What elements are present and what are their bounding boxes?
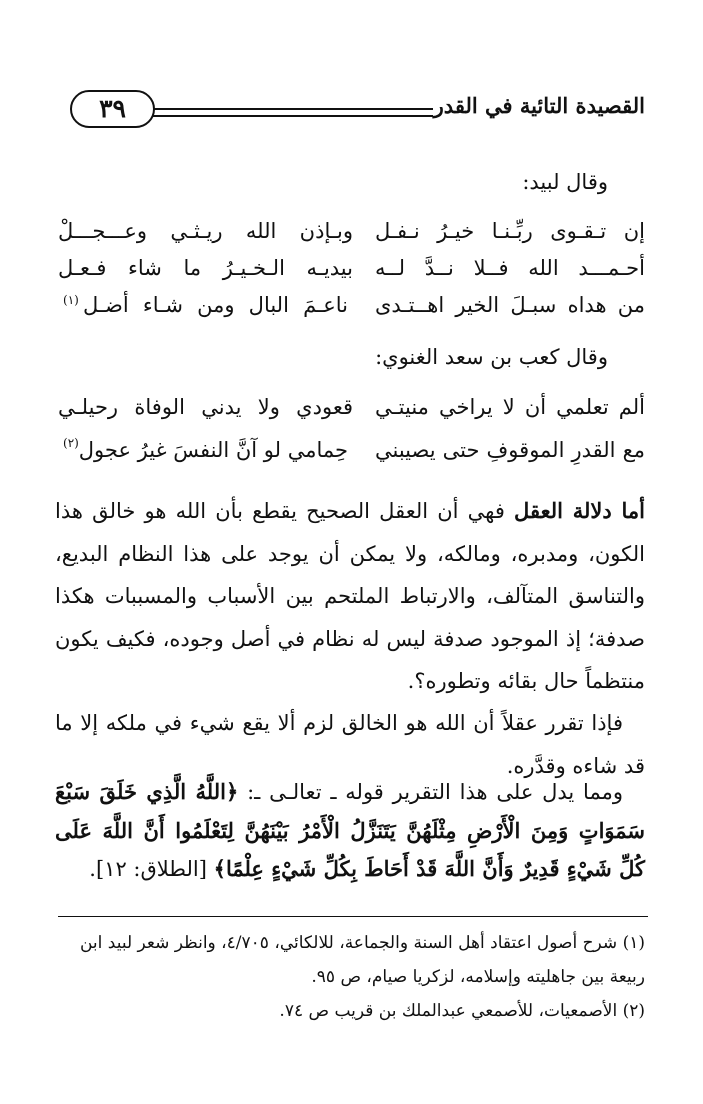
header-double-rule (130, 108, 433, 117)
paragraph-reason-evidence (55, 490, 645, 703)
paragraph-conclusion: فإذا تقرر عقلاً أن الله هو الخالق لزم ألا يقع شيء في ملكه إلا ما قد شاءه وقدَّره. (55, 711, 645, 778)
paragraph-text: فهي أن العقل الصحيح يقطع بأن الله هو خالق هذا الكون، ومدبره، ومالكه، ولا يمكن أن يوجد على هذا النظام البديع، والتناسق المتآلف، والارتباط الملتحم بين الأسباب والمسببات هكذا صدفة؛ إذ الموجود صدفة ليس له نظام في أصل وجوده، فكيف يكون منتظماً حال بقائه وتطوره؟. (55, 499, 645, 693)
verse-reference: [الطلاق: ١٢]. (89, 857, 214, 881)
footnote-1: (١) شرح أصول اعتقاد أهل السنة والجماعة، للالكائي، ٤/٧٠٥، وانظر شعر لبيد ابن ربيعة بين جاهليته وإسلامه، لزكريا صيام، ص ٩٥. (79, 933, 645, 987)
verse-labid-3-first-hemistich: من هداه سبـلَ الخير اهــتـدى (375, 293, 645, 317)
intro-kaab: وقال كعب بن سعد الغنوي: (375, 345, 608, 369)
footnote-separator (58, 916, 648, 917)
quran-verse: ﴿اللَّهُ الَّذِي خَلَقَ سَبْعَ سَمَوَاتٍ وَمِنَ الْأَرْضِ مِثْلَهُنَّ يَتَنَزَّلُ الْأَمْرُ بَيْنَهُنَّ لِتَعْلَمُوا أَنَّ اللَّهَ عَلَى كُلِّ شَيْءٍ قَدِيرٌ وَأَنَّ اللَّهَ قَدْ أَحَاطَ بِكُلِّ شَيْءٍ عِلْمًا﴾ (55, 779, 645, 881)
footnote-ref-2: (٢) (63, 436, 79, 450)
footnote-2: (٢) الأصمعيات، للأصمعي عبدالملك بن قريب ص ٧٤. (279, 1001, 645, 1021)
page-header (60, 93, 645, 133)
verse-kaab-2-second-hemistich: حِمامي لو آنَّ النفسَ غيرُ عجول (78, 438, 348, 462)
verse-labid-1-first-hemistich: إن تـقـوى ربِّـنـا خيـرُ نـفـل (375, 219, 645, 243)
bold-heading: أما دلالة العقل (514, 498, 646, 523)
verse-labid-1-second-hemistich: وبـإذن الله ريـثـي وعـــجـــلْ (58, 219, 353, 243)
verse-kaab-2-first-hemistich: مع القدرِ الموقوفِ حتى يصيبني (375, 438, 645, 462)
verse-kaab-1-second-hemistich: قعودي ولا يدني الوفاة رحيلـي (58, 395, 353, 419)
verse-labid-2-first-hemistich: أحـمـــد الله فــلا نــدَّ لــه (375, 256, 645, 280)
running-title: القصيدة التائية في القدر (433, 93, 645, 118)
verse-labid-3-second-hemistich: ناعـمَ البال ومن شـاء أضـل (83, 293, 348, 317)
footnote-ref-1: (١) (63, 293, 79, 307)
page-number: ٣٩ (70, 90, 155, 128)
intro-labid: وقال لبيد: (522, 170, 608, 194)
paragraph-quran-evidence (55, 773, 645, 889)
verse-labid-2-second-hemistich: بيديـه الـخـيـرُ ما شاء فـعـل (58, 256, 353, 280)
lead-text: ومما يدل على هذا التقرير قوله ـ تعالـى ـ: (238, 780, 623, 804)
verse-kaab-1-first-hemistich: ألم تعلمي أن لا يراخي منيتـي (375, 395, 645, 419)
